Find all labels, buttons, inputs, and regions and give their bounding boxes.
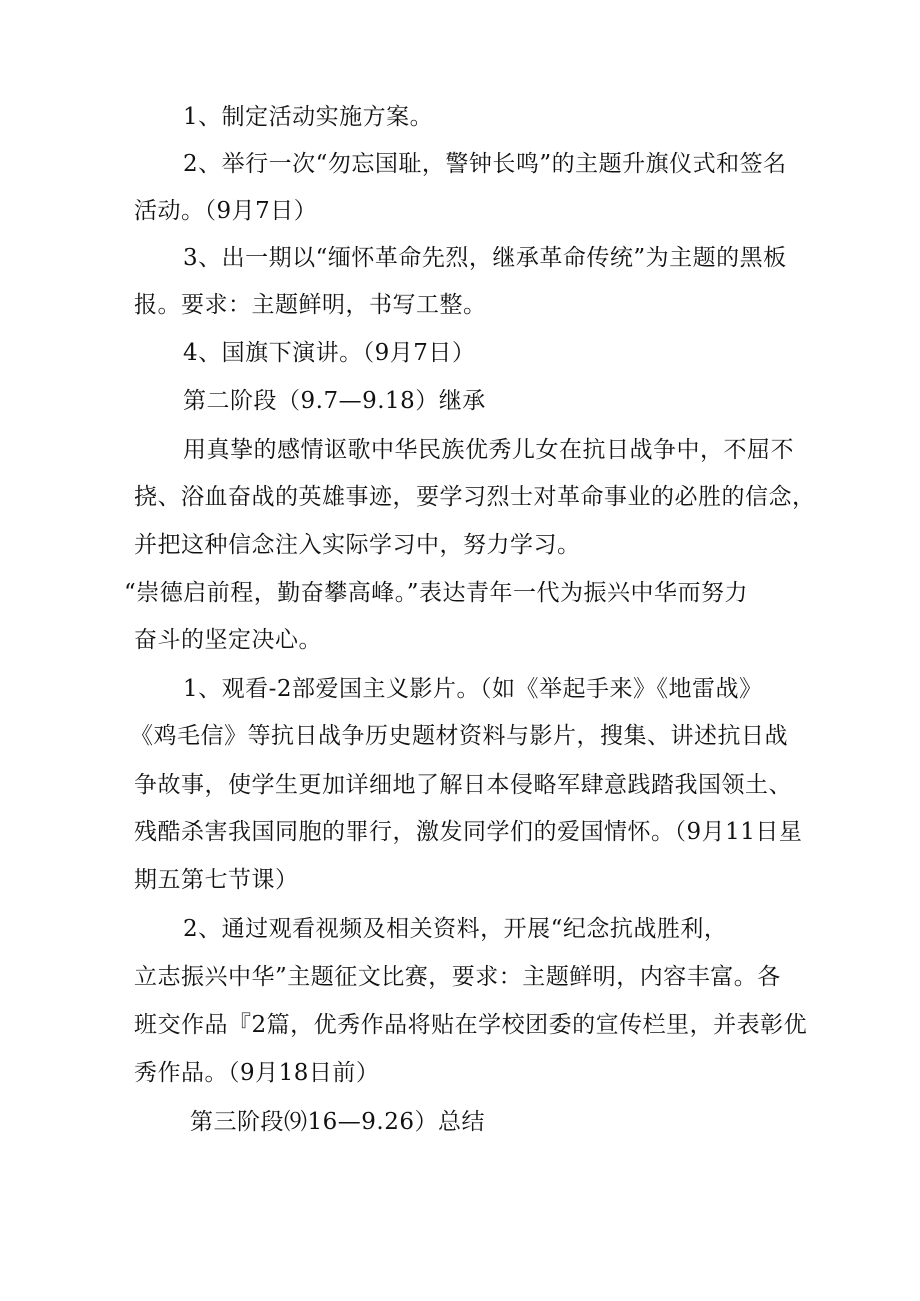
text-line: 1、制定活动实施方案。	[183, 104, 434, 130]
text-line: 期五第七节课）	[134, 867, 299, 893]
text-line: 《鸡毛信》等抗日战争历史题材资料与影片，搜集、讲述抗日战	[130, 723, 788, 749]
text-line: 奋斗的坚定决心。	[134, 627, 322, 653]
text-line: 1、观看-2部爱国主义影片。（如《举起手来》《地雷战》	[183, 676, 763, 702]
text-line: 2、通过观看视频及相关资料，开展“纪念抗战胜利，	[183, 916, 728, 942]
text-line: 4、国旗下演讲。（9月7日）	[183, 340, 476, 366]
text-line: 并把这种信念注入实际学习中，努力学习。	[134, 532, 581, 558]
text-line: 3、出一期以“缅怀革命先烈，继承革命传统”为主题的黑板	[183, 245, 787, 271]
section-heading: 第二阶段（9.7—9.18）继承	[183, 388, 486, 414]
text-line: 用真挚的感情讴歌中华民族优秀儿女在抗日战争中，不屈不	[183, 437, 794, 463]
text-line: 秀作品。（9月18日前）	[134, 1060, 380, 1086]
text-line: 争故事，使学生更加详细地了解日本侵略军肆意践踏我国领土、	[134, 772, 792, 798]
text-line: 2、举行一次“勿忘国耻，警钟长鸣”的主题升旗仪式和签名	[183, 151, 787, 177]
text-line: 残酷杀害我国同胞的罪行，激发同学们的爱国情怀。（9月11日星	[134, 819, 803, 845]
text-line: 立志振兴中华”主题征文比赛，要求：主题鲜明，内容丰富。各	[134, 964, 781, 990]
text-line: 活动。（9月7日）	[134, 198, 318, 224]
text-line: 班交作品『2篇，优秀作品将贴在学校团委的宣传栏里，并表彰优	[134, 1012, 808, 1038]
text-line: 挠、浴血奋战的英雄事迹，要学习烈士对革命事业的必胜的信念，	[134, 484, 816, 510]
text-line: “崇德启前程，勤奋攀高峰。”表达青年一代为振兴中华而努力	[124, 580, 749, 606]
section-heading: 第三阶段⑼16—9.26）总结	[190, 1109, 485, 1135]
text-line: 报。要求：主题鲜明，书写工整。	[134, 292, 487, 318]
